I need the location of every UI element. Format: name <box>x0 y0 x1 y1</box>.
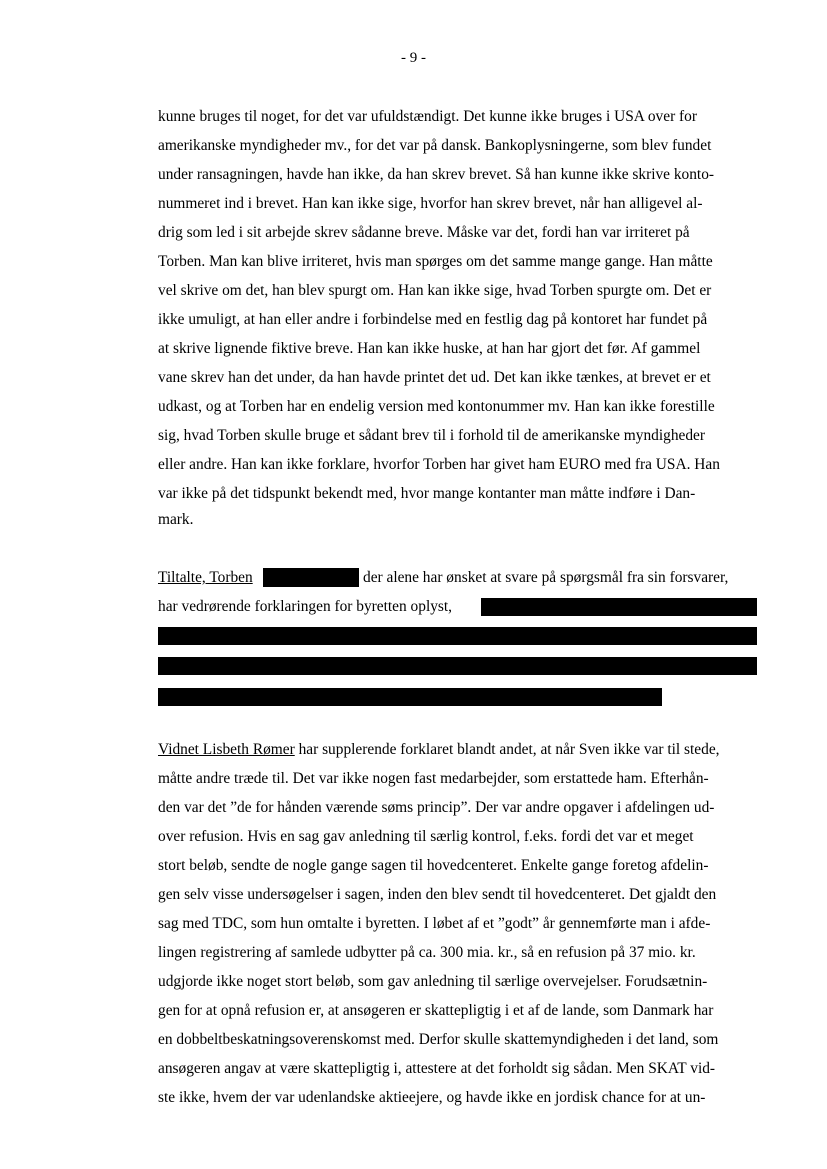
text-line: amerikanske myndigheder mv., for det var på dansk. Bankoplysningerne, som blev fundet <box>158 137 712 154</box>
text-line: vane skrev han det under, da han havde printet det ud. Det kan ikke tænkes, at brevet er et <box>158 369 711 386</box>
redaction-bar <box>263 568 359 587</box>
text-line <box>158 740 720 760</box>
text-line: ikke umuligt, at han eller andre i forbindelse med en festlig dag på kontoret har fundet på <box>158 311 708 328</box>
text-line: vel skrive om det, han blev spurgt om. Han kan ikke sige, hvad Torben spurgte om. Det er <box>158 282 712 299</box>
text-line: at skrive lignende fiktive breve. Han kan ikke huske, at han har gjort det før. Af gammel <box>158 340 701 357</box>
text-line: sag med TDC, som hun omtalte i byretten. I løbet af et ”godt” år gennemførte man i afde- <box>158 915 711 932</box>
text-line <box>158 568 253 588</box>
text-line: den var det ”de for hånden værende søms princip”. Der var andre opgaver i afdelingen ud- <box>158 799 715 816</box>
text-line: stort beløb, sendte de nogle gange sagen til hovedcenteret. Enkelte gange foretog afdelin- <box>158 857 709 874</box>
text-line: drig som led i sit arbejde skrev sådanne breve. Måske var det, fordi han var irriteret på <box>158 224 690 241</box>
text-line: kunne bruges til noget, for det var ufuldstændigt. Det kunne ikke bruges i USA over for <box>158 108 698 125</box>
text-line: udkast, og at Torben har en endelig version med kontonummer mv. Han kan ikke forestille <box>158 398 715 415</box>
text-line: har vedrørende forklaringen for byretten oplyst, <box>158 598 453 615</box>
witness-label: Vidnet Lisbeth Rømer <box>158 741 295 758</box>
text-line: mark. <box>158 511 194 528</box>
text-line: gen selv visse undersøgelser i sagen, inden den blev sendt til hovedcenteret. Det gjaldt den <box>158 886 717 903</box>
redaction-bar <box>158 688 662 706</box>
text-line: nummeret ind i brevet. Han kan ikke sige, hvorfor han skrev brevet, når han alligevel al- <box>158 195 703 212</box>
page-number: - 9 - <box>401 50 426 66</box>
redaction-bar <box>158 657 757 675</box>
text-line: ste ikke, hvem der var udenlandske aktieejere, og havde ikke en jordisk chance for at un- <box>158 1089 706 1106</box>
text-line: gen for at opnå refusion er, at ansøgeren er skattepligtig i et af de lande, som Danmark har <box>158 1002 714 1019</box>
redaction-bar <box>481 598 757 616</box>
text-span: har supplerende forklaret blandt andet, at når Sven ikke var til stede, <box>294 741 720 758</box>
text-line: under ransagningen, havde han ikke, da han skrev brevet. Så han kunne ikke skrive konto- <box>158 166 715 183</box>
text-line: en dobbeltbeskatningsoverenskomst med. Derfor skulle skattemyndigheden i det land, som <box>158 1031 719 1048</box>
text-line: eller andre. Han kan ikke forklare, hvorfor Torben har givet ham EURO med fra USA. Han <box>158 456 720 473</box>
text-line: sig, hvad Torben skulle bruge et sådant brev til i forhold til de amerikanske myndigheder <box>158 427 706 444</box>
text-line: måtte andre træde til. Det var ikke nogen fast medarbejder, som erstattede ham. Efterhån- <box>158 770 709 787</box>
defendant-label: Tiltalte, Torben <box>158 569 253 586</box>
text-line: Torben. Man kan blive irriteret, hvis man spørges om det samme mange gange. Han måtte <box>158 253 713 270</box>
text-line: lingen registrering af samlede udbytter på ca. 300 mia. kr., så en refusion på 37 mio. kr. <box>158 944 696 961</box>
text-line: var ikke på det tidspunkt bekendt med, hvor mange kontanter man måtte indføre i Dan- <box>158 485 696 502</box>
redaction-bar <box>158 627 757 645</box>
text-line: over refusion. Hvis en sag gav anledning til særlig kontrol, f.eks. fordi det var et meget <box>158 828 694 845</box>
text-line: udgjorde ikke noget stort beløb, som gav anledning til særlige overvejelser. Forudsætnin- <box>158 973 708 990</box>
text-line: ansøgeren angav at være skattepligtig i, attestere at det forholdt sig sådan. Men SKAT vid- <box>158 1060 716 1077</box>
text-line: der alene har ønsket at svare på spørgsmål fra sin forsvarer, <box>363 569 729 586</box>
